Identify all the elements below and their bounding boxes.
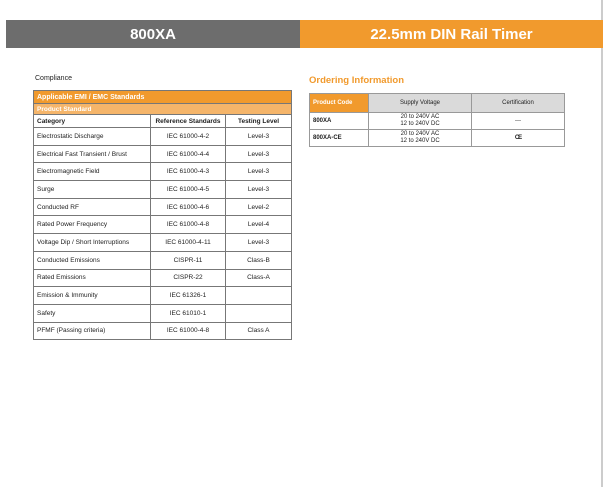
testing-level: Class-A <box>226 269 292 287</box>
ordering-table <box>309 93 565 147</box>
table-row <box>310 113 565 130</box>
table-row <box>310 130 565 147</box>
product-code: 800XA <box>310 113 369 130</box>
table-row <box>34 234 292 252</box>
table-row <box>34 287 292 305</box>
table-row <box>34 269 292 287</box>
testing-level: Level-3 <box>226 163 292 181</box>
ordering-title: Ordering Information <box>309 75 404 86</box>
testing-level: Level-2 <box>226 198 292 216</box>
column-header: Supply Voltage <box>369 94 472 113</box>
supply-voltage <box>369 113 472 130</box>
voltage-dc: 12 to 240V DC <box>400 138 440 144</box>
column-header: Reference Standards <box>151 115 226 128</box>
reference-standard: IEC 61000-4-11 <box>151 234 226 252</box>
testing-level: Level-3 <box>226 234 292 252</box>
reference-standard: IEC 61000-4-4 <box>151 145 226 163</box>
category: Rated Power Frequency <box>34 216 151 234</box>
voltage-dc: 12 to 240V DC <box>400 121 440 127</box>
category: Rated Emissions <box>34 269 151 287</box>
model-name: 800XA <box>6 20 300 48</box>
reference-standard: IEC 61000-4-6 <box>151 198 226 216</box>
title-bar <box>6 20 603 48</box>
category: Surge <box>34 181 151 199</box>
column-header: Certification <box>472 94 565 113</box>
reference-standard: IEC 61000-4-3 <box>151 163 226 181</box>
table-row <box>34 128 292 146</box>
supply-voltage <box>369 130 472 147</box>
testing-level <box>226 304 292 322</box>
table-row <box>34 322 292 340</box>
voltage-ac: 20 to 240V AC <box>400 131 440 137</box>
compliance-table <box>33 90 292 340</box>
reference-standard: IEC 61326-1 <box>151 287 226 305</box>
column-header: Product Code <box>310 94 369 113</box>
reference-standard: IEC 61010-1 <box>151 304 226 322</box>
category: Safety <box>34 304 151 322</box>
category: Voltage Dip / Short Interruptions <box>34 234 151 252</box>
table-row <box>34 181 292 199</box>
table-row <box>34 251 292 269</box>
table-header <box>310 94 565 113</box>
ce-mark-icon: CE <box>472 130 565 147</box>
testing-level: Level-3 <box>226 181 292 199</box>
table-row <box>34 304 292 322</box>
category: Electrostatic Discharge <box>34 128 151 146</box>
table-header <box>34 115 292 128</box>
reference-standard: IEC 61000-4-2 <box>151 128 226 146</box>
reference-standard: CISPR-11 <box>151 251 226 269</box>
column-header: Category <box>34 115 151 128</box>
voltage-ac: 20 to 240V AC <box>400 114 440 120</box>
product-code: 800XA-CE <box>310 130 369 147</box>
testing-level: Class-B <box>226 251 292 269</box>
category: Electrical Fast Transient / Brust <box>34 145 151 163</box>
category: Conducted RF <box>34 198 151 216</box>
standards-band: Applicable EMI / EMC Standards <box>34 91 292 104</box>
testing-level <box>226 287 292 305</box>
testing-level: Level-4 <box>226 216 292 234</box>
compliance-label: Compliance <box>35 75 72 82</box>
reference-standard: IEC 61000-4-8 <box>151 322 226 340</box>
testing-level: Class A <box>226 322 292 340</box>
table-row <box>34 163 292 181</box>
testing-level: Level-3 <box>226 128 292 146</box>
reference-standard: CISPR-22 <box>151 269 226 287</box>
category: Conducted Emissions <box>34 251 151 269</box>
product-title: 22.5mm DIN Rail Timer <box>300 20 603 48</box>
certification: --- <box>472 113 565 130</box>
column-header: Testing Level <box>226 115 292 128</box>
reference-standard: IEC 61000-4-5 <box>151 181 226 199</box>
category: PFMF (Passing criteria) <box>34 322 151 340</box>
table-row <box>34 198 292 216</box>
category: Emission & Immunity <box>34 287 151 305</box>
testing-level: Level-3 <box>226 145 292 163</box>
table-row <box>34 145 292 163</box>
category: Electromagnetic Field <box>34 163 151 181</box>
product-standard-band: Product Standard <box>34 104 292 115</box>
table-row <box>34 216 292 234</box>
reference-standard: IEC 61000-4-8 <box>151 216 226 234</box>
